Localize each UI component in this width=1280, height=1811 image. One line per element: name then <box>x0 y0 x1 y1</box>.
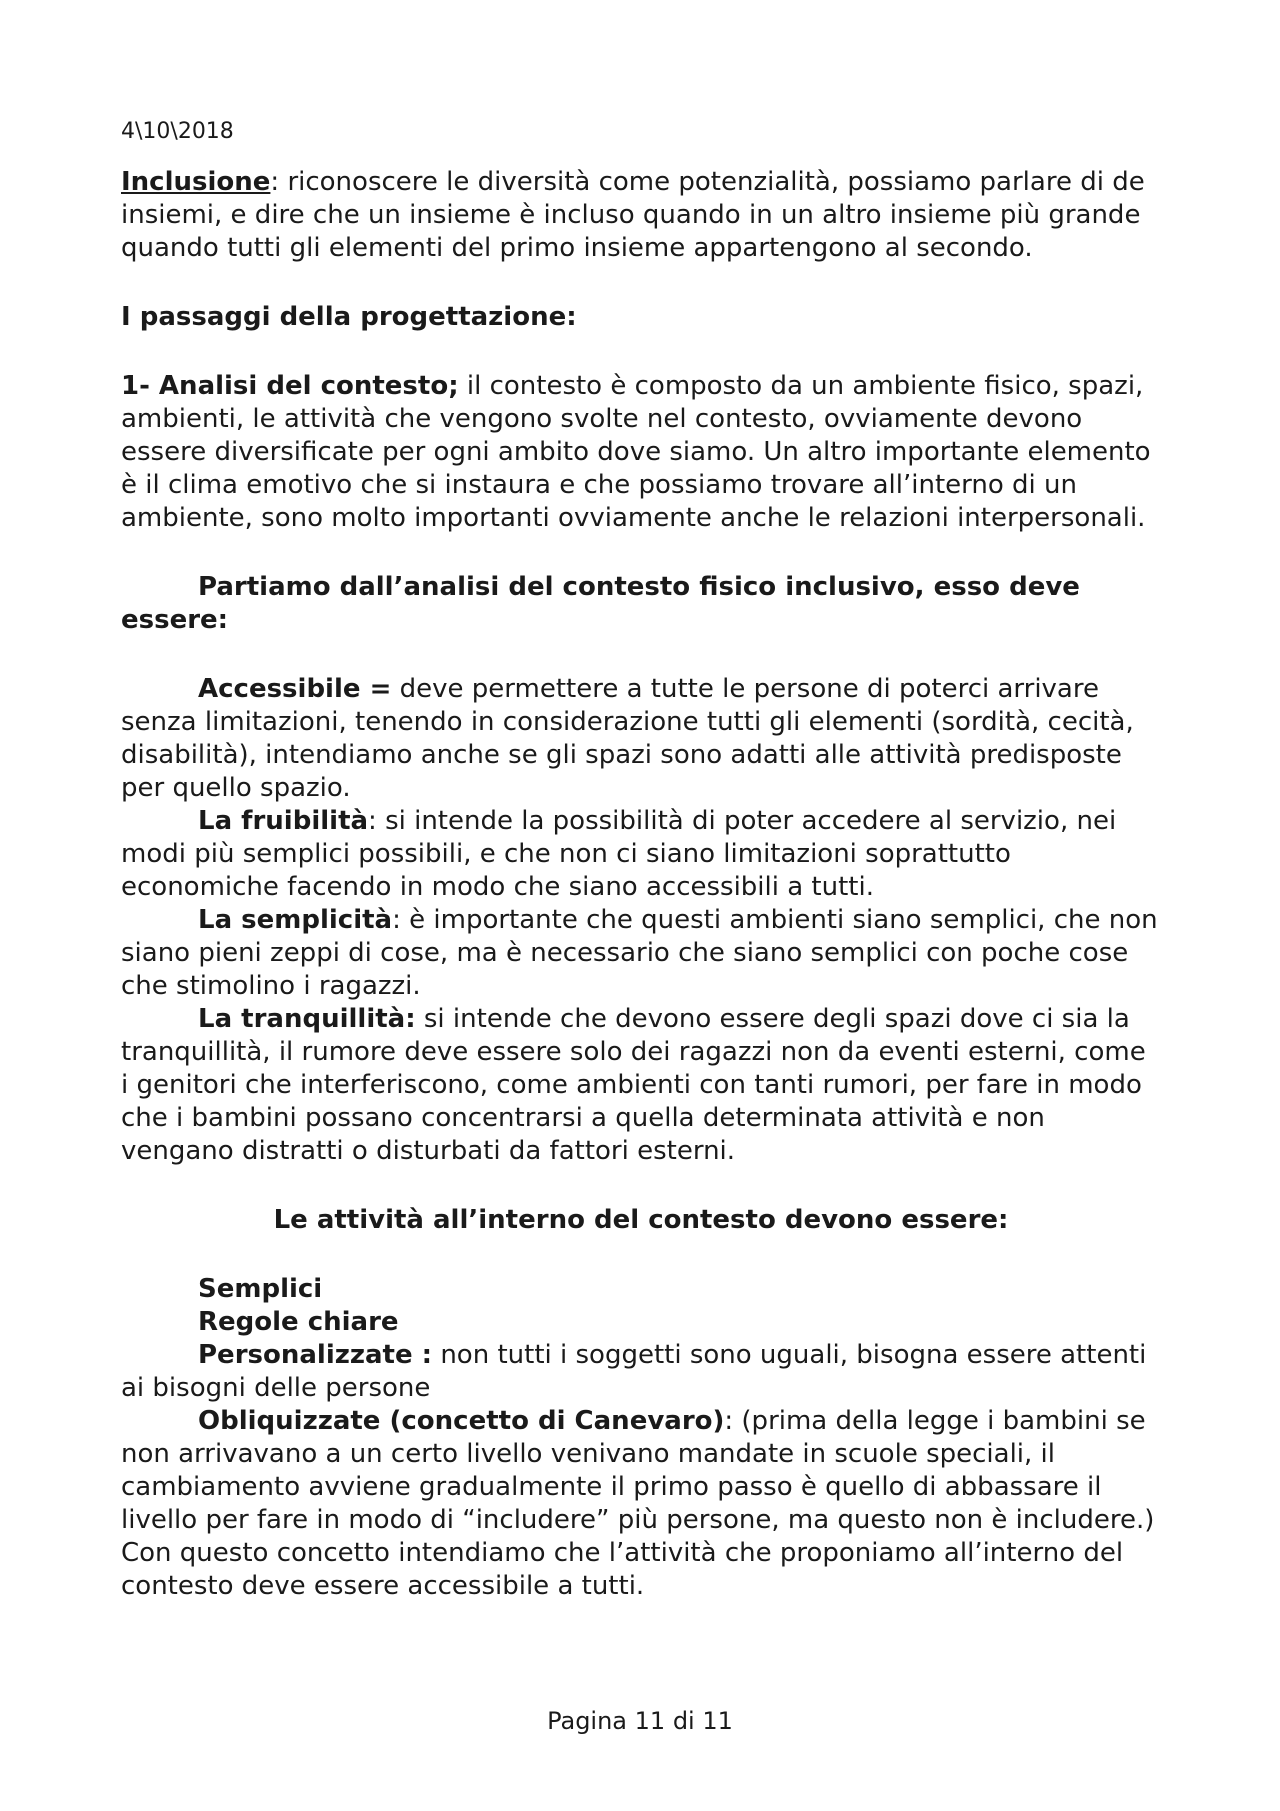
requisito-text: si intende che devono essere degli spazi dove ci sia la tranquillità, il rumore deve essere solo dei ragazzi non da eventi esterni, come i genitori che interferiscono, come ambienti con tanti rumori, per fare in modo che i bambini possano concentrarsi a quella determinata attività e non vengano distratti o disturbati da fattori esterni. <box>121 1004 1146 1166</box>
requisito-term: La tranquillità: <box>198 1004 416 1034</box>
attivita-text: non tutti i soggetti sono uguali, bisogna essere attenti ai bisogni delle persone <box>121 1340 1147 1403</box>
attivita-text: : (prima della legge i bambini se non arrivavano a un certo livello venivano mandate in scuole speciali, il cambiamento avviene gradualmente il primo passo è quello di abbassare il livello per fare in modo di “includere” più persone, ma questo non è includere.) Con questo concetto intendiamo che l’attività che proponiamo all’interno del contesto deve essere accessibile a tutti. <box>121 1406 1155 1601</box>
requisito-text: : è importante che questi ambienti siano semplici, che non siano pieni zeppi di cose, ma è necessario che siano semplici con poche cose che stimolino i ragazzi. <box>121 905 1158 1001</box>
inclusione-paragraph <box>121 166 1161 265</box>
requisito-term: La semplicità <box>198 905 393 935</box>
requisito-fruibilita <box>121 805 1161 904</box>
section-title: I passaggi della progettazione: <box>121 302 577 332</box>
inclusione-text: : riconoscere le diversità come potenzialità, possiamo parlare di de insiemi, e dire che un insieme è incluso quando in un altro insieme più grande quando tutti gli elementi del primo insieme appartengono al secondo. <box>121 167 1145 263</box>
attivita-heading: Le attività all’interno del contesto devono essere: <box>273 1205 1009 1235</box>
attivita-semplici <box>121 1273 1161 1306</box>
requisito-term: La fruibilità <box>198 806 369 836</box>
requisito-text: : si intende la possibilità di poter accedere al servizio, nei modi più semplici possibili, e che non ci siano limitazioni soprattutto economiche facendo in modo che siano accessibili a tutti. <box>121 806 1117 902</box>
inclusione-term: Inclusione <box>121 167 271 197</box>
requisito-semplicita <box>121 904 1161 1003</box>
attivita-regole-chiare <box>121 1306 1161 1339</box>
analisi-paragraph <box>121 370 1161 535</box>
attivita-personalizzate <box>121 1339 1161 1405</box>
requisito-accessibile <box>121 673 1161 805</box>
attivita-term: Semplici <box>198 1274 323 1304</box>
requisito-term: Accessibile = <box>198 674 392 704</box>
attivita-term: Regole chiare <box>198 1307 399 1337</box>
analisi-term: 1- Analisi del contesto; <box>121 371 459 401</box>
attivita-obliquizzate <box>121 1405 1161 1603</box>
requisito-text: deve permettere a tutte le persone di poterci arrivare senza limitazioni, tenendo in considerazione tutti gli elementi (sordità, cecità, disabilità), intendiamo anche se gli spazi sono adatti alle attività predisposte per quello spazio. <box>121 674 1134 803</box>
contesto-fisico-heading: Partiamo dall’analisi del contesto fisico inclusivo, esso deve essere: <box>121 572 1080 635</box>
attivita-term: Obliquizzate (concetto di Canevaro) <box>198 1406 725 1436</box>
requisito-tranquillita <box>121 1003 1161 1168</box>
attivita-term: Personalizzate : <box>198 1340 433 1370</box>
page-number-footer: Pagina 11 di 11 <box>547 1707 733 1735</box>
document-date: 4\10\2018 <box>121 119 234 144</box>
page-content <box>121 118 1161 1603</box>
analisi-text: il contesto è composto da un ambiente fisico, spazi, ambienti, le attività che vengono svolte nel contesto, ovviamente devono essere diversificate per ogni ambito dove siamo. Un altro importante elemento è il clima emotivo che si instaura e che possiamo trovare all’interno di un ambiente, sono molto importanti ovviamente anche le relazioni interpersonali. <box>121 371 1151 533</box>
